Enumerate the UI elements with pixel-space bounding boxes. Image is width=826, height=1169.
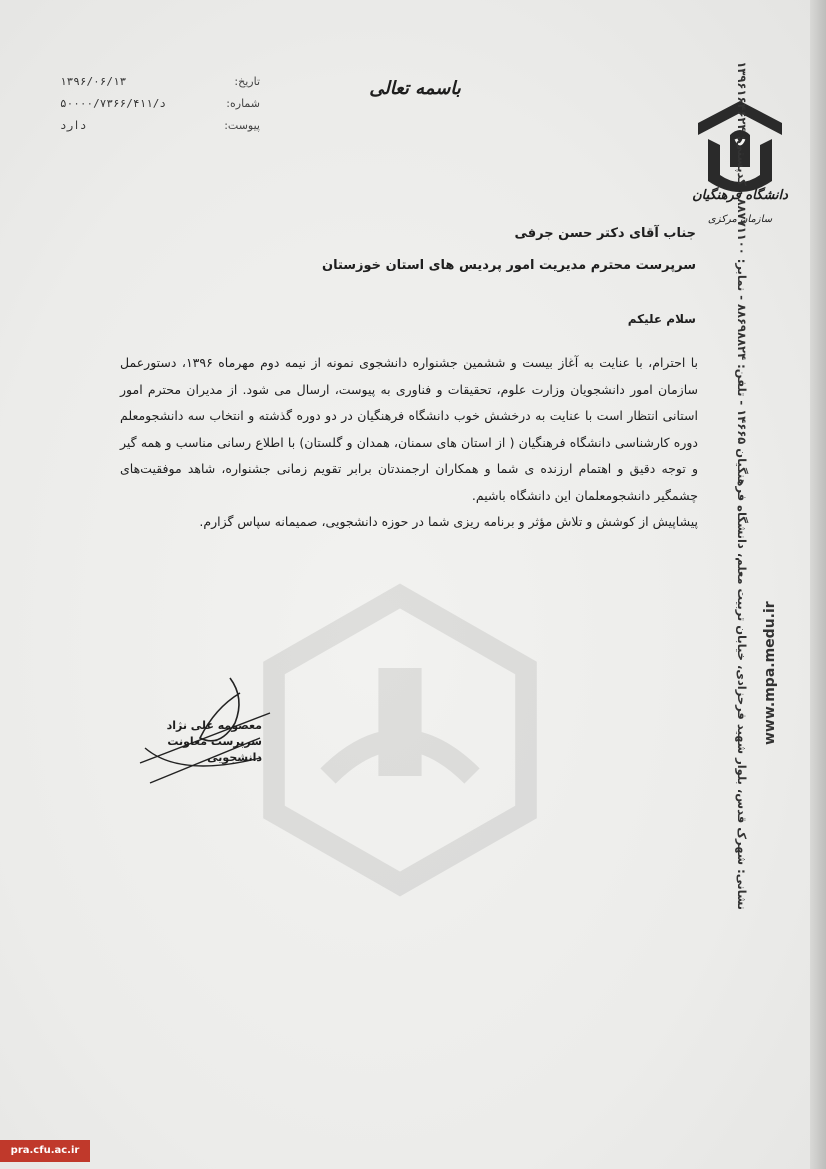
letter-body: [120, 350, 698, 536]
sidebar-website: www.mpa.medu.ir: [762, 601, 778, 745]
meta-attachment-value: دارد: [60, 118, 87, 132]
body-paragraph: با احترام، با عنایت به آغاز بیست و ششمین جشنواره دانشجوی نمونه از نیمه دوم مهرماه ۱۳۹۶، دستورعمل سازمان امور دانشجویان وزارت علوم، تحقیقات و فناوری به پیوست، ارسال می شود. از مدیران محترم امور استانی انتظار است با عنایت به درخشش خوب دانشگاه فرهنگیان در دو دوره گذشته و انتخاب سه دانشجومعلم دوره کارشناسی دانشگاه فرهنگیان ( از استان های سمنان، همدان و گلستان) با اطلاع رسانی مناسب و همه گیر و توجه دقیق و اهتمام ارزنده ی شما و همکاران ارجمندتان برابر تقویم زمانی جشنواره، شاهد موفقیت‌های چشمگیر دانشجومعلمان این دانشگاه باشیم.: [120, 355, 699, 503]
meta-attachment-label: پیوست:: [224, 118, 260, 132]
footer-site-badge: pra.cfu.ac.ir: [0, 1140, 90, 1162]
logo-name: دانشگاه فرهنگیان: [692, 188, 788, 203]
meta-attachment: [60, 114, 260, 136]
signer-title: سرپرست معاونت دانشجویی: [167, 735, 262, 764]
sidebar-address: نشانی: شهرک قدس، بلوار شهید فرحزادی، خیابان تربیت معلم، دانشگاه فرهنگیان ۱۴۶۶۵ - تلفن: ۸۸۶۹۸۸۲۴ - نمابر: ۸۸۷۷۱۱۰۰ - کدپستی: ۱۳۹۶۱۶۴۶۲۴: [735, 61, 749, 910]
logo-subtitle: سازمان مرکزی: [707, 214, 773, 225]
closing-paragraph: پیشاپیش از کوشش و تلاش مؤثر و برنامه ریزی شما در حوزه دانشجویی، صمیمانه سپاس گزارم.: [199, 514, 698, 529]
signer-block: [122, 718, 262, 766]
recipient-block: [176, 218, 696, 282]
signer-name: معصومه علی نژاد: [166, 719, 262, 732]
meta-number-value: ۵۰۰۰۰/۷۳۶۶/۴۱۱/د: [60, 96, 166, 110]
scan-edge: [810, 0, 826, 1169]
letter-invocation: باسمه تعالی: [369, 78, 461, 99]
greeting: سلام علیکم: [627, 312, 696, 326]
meta-date-label: تاریخ:: [234, 74, 260, 88]
meta-number: [60, 92, 260, 114]
meta-date-value: ۱۳۹۶/۰۶/۱۳: [60, 74, 127, 88]
meta-number-label: شماره:: [226, 96, 260, 110]
recipient-title: سرپرست محترم مدیریت امور پردیس های استان خوزستان: [321, 258, 696, 273]
meta-date: [60, 70, 260, 92]
letter-meta: [60, 70, 260, 136]
recipient-name: جناب آقای دکتر حسن جرفی: [514, 226, 696, 241]
